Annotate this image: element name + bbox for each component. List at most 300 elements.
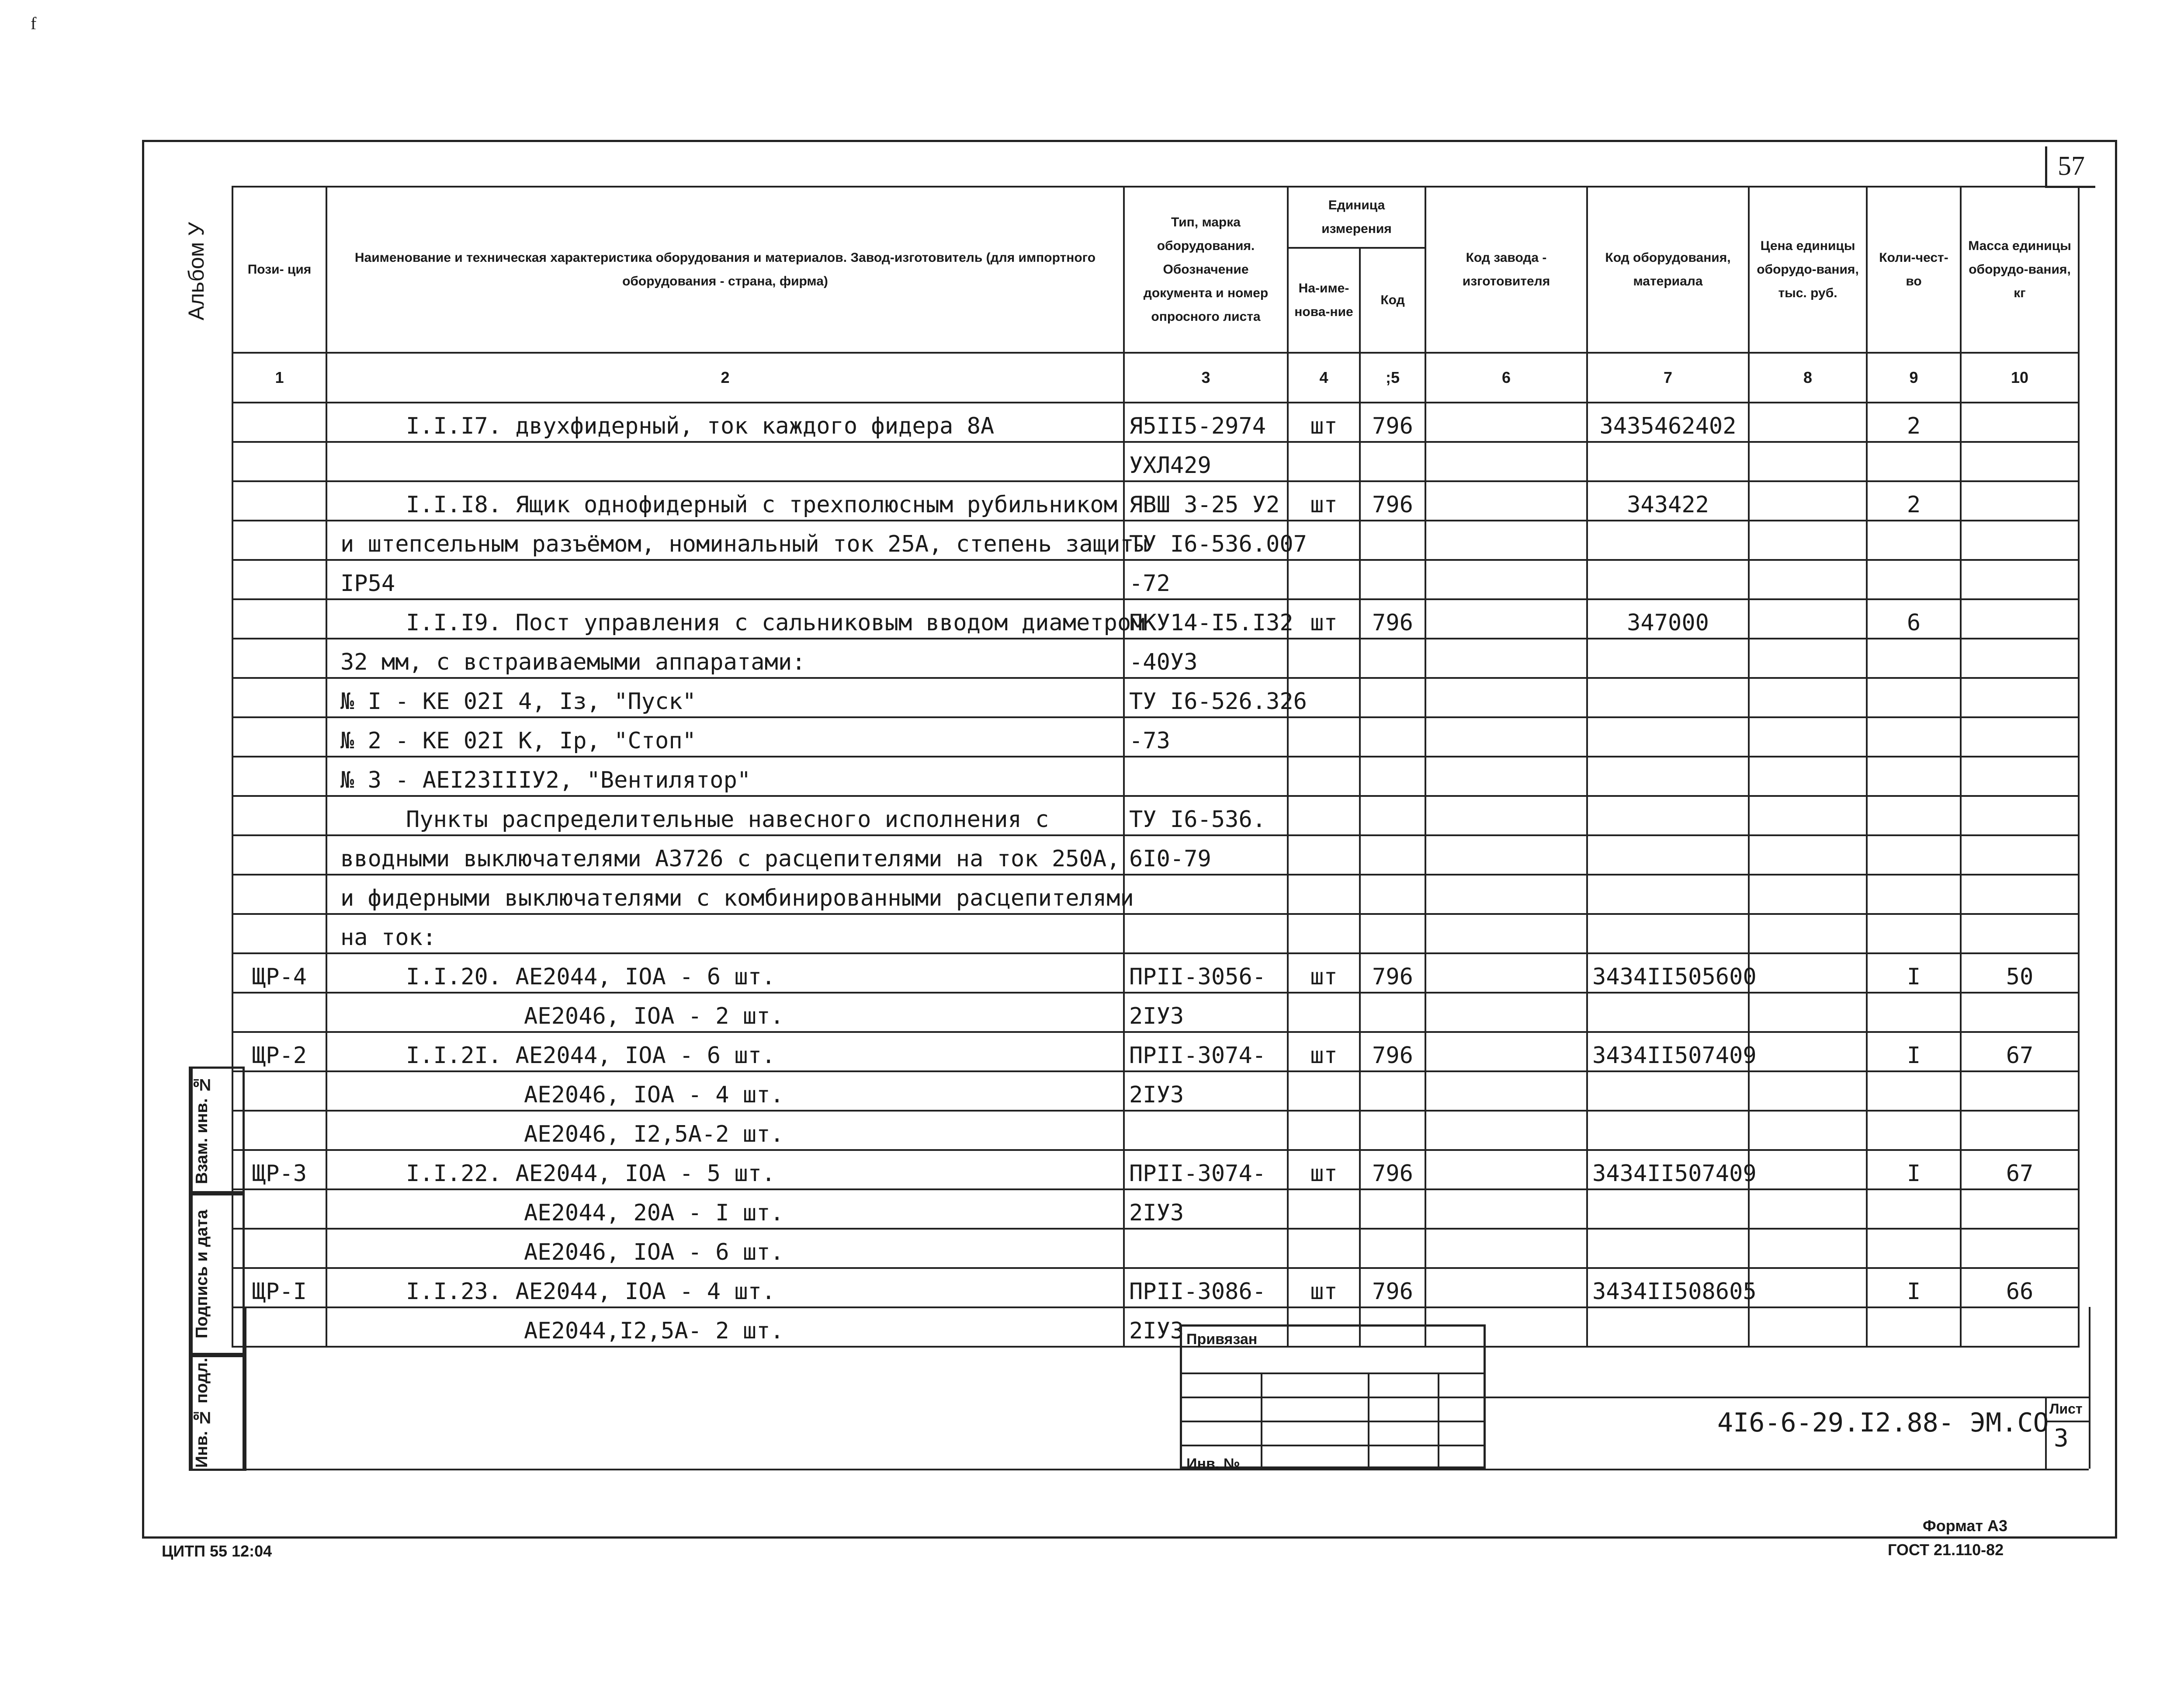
unit-code-cell xyxy=(1360,1189,1425,1229)
qty-cell xyxy=(1867,1071,1961,1111)
factory-code-cell xyxy=(1425,1032,1587,1071)
position-cell xyxy=(232,560,326,599)
factory-code-cell xyxy=(1425,639,1587,678)
header-equipment-code: Код оборудования, материала xyxy=(1587,187,1749,353)
position-cell xyxy=(232,796,326,835)
format-label: Формат А3 xyxy=(1923,1517,2008,1535)
price-cell xyxy=(1749,1268,1867,1307)
header-unit-name: На-име-нова-ние xyxy=(1288,248,1360,353)
equipment-code-cell: 3434II507409 xyxy=(1587,1032,1749,1071)
qty-cell xyxy=(1867,1229,1961,1268)
qty-cell: I xyxy=(1867,1150,1961,1189)
factory-code-cell xyxy=(1425,599,1587,639)
side-label-vzam: Взам. инв. № xyxy=(191,1069,217,1191)
mass-cell xyxy=(1961,717,2079,757)
qty-cell xyxy=(1867,639,1961,678)
factory-code-cell xyxy=(1425,796,1587,835)
table-row xyxy=(232,521,2079,560)
table-row xyxy=(232,1032,2079,1071)
name-cell: АЕ2046, I2,5А-2 шт. xyxy=(326,1111,1124,1150)
name-cell: АЕ2044,I2,5А- 2 шт. xyxy=(326,1307,1124,1347)
equipment-code-cell xyxy=(1587,521,1749,560)
position-cell xyxy=(232,1189,326,1229)
type-cell: ПКУ14-I5.I32 xyxy=(1124,599,1288,639)
price-cell xyxy=(1749,521,1867,560)
unit-name-cell xyxy=(1288,1189,1360,1229)
stamp-line xyxy=(1368,1372,1369,1469)
mass-cell xyxy=(1961,678,2079,717)
column-numbers-row xyxy=(232,353,2079,403)
col-number: 3 xyxy=(1124,353,1288,403)
unit-code-cell xyxy=(1360,796,1425,835)
mass-cell xyxy=(1961,914,2079,953)
position-cell xyxy=(232,914,326,953)
mass-cell: 66 xyxy=(1961,1268,2079,1307)
name-cell: № I - КЕ 02I 4, Iз, "Пуск" xyxy=(326,678,1124,717)
factory-code-cell xyxy=(1425,442,1587,481)
album-label: Альбом У xyxy=(184,222,208,320)
equipment-code-cell: 3435462402 xyxy=(1587,403,1749,442)
unit-name-cell xyxy=(1288,835,1360,875)
document-number: 4I6-6-29.I2.88- ЭМ.СО xyxy=(1717,1407,2049,1438)
position-cell xyxy=(232,442,326,481)
header-unit-group: Единица измерения xyxy=(1288,187,1425,248)
unit-code-cell xyxy=(1360,993,1425,1032)
factory-code-cell xyxy=(1425,757,1587,796)
table-row xyxy=(232,639,2079,678)
type-cell xyxy=(1124,1111,1288,1150)
name-cell: на ток: xyxy=(326,914,1124,953)
equipment-code-cell xyxy=(1587,914,1749,953)
price-cell xyxy=(1749,1189,1867,1229)
table-body xyxy=(232,403,2079,1347)
position-cell: ЩР-4 xyxy=(232,953,326,993)
price-cell xyxy=(1749,481,1867,521)
qty-cell: I xyxy=(1867,1032,1961,1071)
col-number: 8 xyxy=(1749,353,1867,403)
table-row xyxy=(232,560,2079,599)
qty-cell: I xyxy=(1867,1268,1961,1307)
table-row xyxy=(232,442,2079,481)
position-cell xyxy=(232,1111,326,1150)
name-cell: I.I.2I. АЕ2044, IОА - 6 шт. xyxy=(326,1032,1124,1071)
position-cell xyxy=(232,1229,326,1268)
unit-code-cell xyxy=(1360,521,1425,560)
table-row xyxy=(232,953,2079,993)
factory-code-cell xyxy=(1425,521,1587,560)
unit-name-cell xyxy=(1288,1229,1360,1268)
name-cell: вводными выключателями А3726 с расцепителями на ток 250А, xyxy=(326,835,1124,875)
equipment-code-cell xyxy=(1587,875,1749,914)
qty-cell xyxy=(1867,560,1961,599)
unit-name-cell: шт xyxy=(1288,403,1360,442)
mass-cell xyxy=(1961,993,2079,1032)
position-cell: ЩР-2 xyxy=(232,1032,326,1071)
type-cell: 2IУ3 xyxy=(1124,1071,1288,1111)
unit-code-cell: 796 xyxy=(1360,1032,1425,1071)
table-row xyxy=(232,678,2079,717)
type-cell: ТУ I6-536. xyxy=(1124,796,1288,835)
qty-cell: 2 xyxy=(1867,403,1961,442)
equipment-code-cell: 3434II505600 xyxy=(1587,953,1749,993)
position-cell xyxy=(232,481,326,521)
type-cell: -73 xyxy=(1124,717,1288,757)
name-cell: и фидерными выключателями с комбинированными расцепителями xyxy=(326,875,1124,914)
unit-name-cell: шт xyxy=(1288,481,1360,521)
stamp-line xyxy=(1438,1372,1439,1469)
price-cell xyxy=(1749,1032,1867,1071)
equipment-code-cell xyxy=(1587,1071,1749,1111)
unit-name-cell: шт xyxy=(1288,599,1360,639)
factory-code-cell xyxy=(1425,953,1587,993)
col-number: 10 xyxy=(1961,353,2079,403)
unit-code-cell: 796 xyxy=(1360,1150,1425,1189)
name-cell: № 2 - КЕ 02I К, Iр, "Стоп" xyxy=(326,717,1124,757)
name-cell: АЕ2046, IОА - 2 шт. xyxy=(326,993,1124,1032)
qty-cell xyxy=(1867,1307,1961,1347)
title-block-bottom-line xyxy=(245,1469,2089,1470)
position-cell xyxy=(232,993,326,1032)
unit-code-cell: 796 xyxy=(1360,953,1425,993)
unit-code-cell: 796 xyxy=(1360,599,1425,639)
type-cell: ТУ I6-526.326 xyxy=(1124,678,1288,717)
price-cell xyxy=(1749,1229,1867,1268)
type-cell: 2IУ3 xyxy=(1124,1307,1288,1347)
mass-cell xyxy=(1961,639,2079,678)
table-row xyxy=(232,403,2079,442)
unit-code-cell xyxy=(1360,1229,1425,1268)
mass-cell xyxy=(1961,1229,2079,1268)
table-row xyxy=(232,1229,2079,1268)
equipment-code-cell: 347000 xyxy=(1587,599,1749,639)
header-name: Наименование и техническая характеристика оборудования и материалов. Завод-изготовитель (для импортного оборудования - страна, фирма) xyxy=(326,187,1124,353)
name-cell: I.I.23. АЕ2044, IОА - 4 шт. xyxy=(326,1268,1124,1307)
unit-name-cell: шт xyxy=(1288,1032,1360,1071)
table-row xyxy=(232,757,2079,796)
unit-name-cell xyxy=(1288,875,1360,914)
type-cell: Я5II5-2974 xyxy=(1124,403,1288,442)
factory-code-cell xyxy=(1425,1229,1587,1268)
name-cell: I.I.I9. Пост управления с сальниковым вводом диаметром xyxy=(326,599,1124,639)
mass-cell xyxy=(1961,521,2079,560)
mass-cell xyxy=(1961,1189,2079,1229)
equipment-code-cell xyxy=(1587,796,1749,835)
equipment-code-cell xyxy=(1587,678,1749,717)
equipment-code-cell xyxy=(1587,757,1749,796)
factory-code-cell xyxy=(1425,717,1587,757)
binding-stamp xyxy=(1180,1324,1486,1472)
name-cell: I.I.20. АЕ2044, IОА - 6 шт. xyxy=(326,953,1124,993)
stamp-inv: Инв. № xyxy=(1186,1456,1240,1472)
position-cell xyxy=(232,599,326,639)
equipment-code-cell xyxy=(1587,1111,1749,1150)
type-cell: 6I0-79 xyxy=(1124,835,1288,875)
qty-cell xyxy=(1867,993,1961,1032)
qty-cell: 2 xyxy=(1867,481,1961,521)
equipment-code-cell xyxy=(1587,717,1749,757)
col-number: ;5 xyxy=(1360,353,1425,403)
position-cell xyxy=(232,875,326,914)
stamp-line xyxy=(1261,1372,1262,1469)
type-cell: ТУ I6-536.007 xyxy=(1124,521,1288,560)
factory-code-cell xyxy=(1425,993,1587,1032)
mass-cell xyxy=(1961,757,2079,796)
equipment-code-cell xyxy=(1587,1189,1749,1229)
unit-name-cell xyxy=(1288,993,1360,1032)
mass-cell xyxy=(1961,835,2079,875)
mass-cell xyxy=(1961,1111,2079,1150)
price-cell xyxy=(1749,1111,1867,1150)
table-row xyxy=(232,993,2079,1032)
side-label-inv: Инв. № подл. xyxy=(191,1357,217,1469)
table-row xyxy=(232,717,2079,757)
position-cell xyxy=(232,521,326,560)
factory-code-cell xyxy=(1425,560,1587,599)
type-cell xyxy=(1124,914,1288,953)
factory-code-cell xyxy=(1425,835,1587,875)
qty-cell xyxy=(1867,1111,1961,1150)
unit-name-cell xyxy=(1288,560,1360,599)
price-cell xyxy=(1749,875,1867,914)
name-cell: I.I.I8. Ящик однофидерный с трехполюсным рубильником xyxy=(326,481,1124,521)
mass-cell xyxy=(1961,403,2079,442)
mass-cell xyxy=(1961,442,2079,481)
qty-cell xyxy=(1867,757,1961,796)
table-row xyxy=(232,1189,2079,1229)
name-cell: 32 мм, с встраиваемыми аппаратами: xyxy=(326,639,1124,678)
mass-cell xyxy=(1961,875,2079,914)
factory-code-cell xyxy=(1425,1071,1587,1111)
name-cell: АЕ2046, IОА - 4 шт. xyxy=(326,1071,1124,1111)
factory-code-cell xyxy=(1425,403,1587,442)
equipment-code-cell xyxy=(1587,560,1749,599)
factory-code-cell xyxy=(1425,1268,1587,1307)
name-cell xyxy=(326,442,1124,481)
position-cell xyxy=(232,403,326,442)
unit-name-cell xyxy=(1288,914,1360,953)
table-row xyxy=(232,481,2079,521)
unit-code-cell xyxy=(1360,442,1425,481)
type-cell: 2IУ3 xyxy=(1124,993,1288,1032)
qty-cell xyxy=(1867,1189,1961,1229)
mass-cell: 67 xyxy=(1961,1150,2079,1189)
gost-label: ГОСТ 21.110-82 xyxy=(1888,1541,2004,1559)
mass-cell xyxy=(1961,796,2079,835)
name-cell: № 3 - АЕI23IIIУ2, "Вентилятор" xyxy=(326,757,1124,796)
type-cell: 2IУ3 xyxy=(1124,1189,1288,1229)
price-cell xyxy=(1749,403,1867,442)
price-cell xyxy=(1749,678,1867,717)
type-cell xyxy=(1124,1229,1288,1268)
qty-cell: I xyxy=(1867,953,1961,993)
type-cell: -72 xyxy=(1124,560,1288,599)
factory-code-cell xyxy=(1425,914,1587,953)
col-number: 7 xyxy=(1587,353,1749,403)
unit-code-cell: 796 xyxy=(1360,481,1425,521)
name-cell: Пункты распределительные навесного исполнения с xyxy=(326,796,1124,835)
unit-code-cell xyxy=(1360,914,1425,953)
position-cell: ЩР-I xyxy=(232,1268,326,1307)
position-cell xyxy=(232,1071,326,1111)
equipment-code-cell xyxy=(1587,835,1749,875)
stamp-title: Привязан xyxy=(1186,1331,1258,1348)
qty-cell xyxy=(1867,875,1961,914)
name-cell: АЕ2044, 20А - I шт. xyxy=(326,1189,1124,1229)
price-cell xyxy=(1749,717,1867,757)
table-header xyxy=(232,187,2079,403)
qty-cell: 6 xyxy=(1867,599,1961,639)
type-cell: -40У3 xyxy=(1124,639,1288,678)
list-number: 3 xyxy=(2054,1424,2069,1452)
type-cell xyxy=(1124,875,1288,914)
header-qty: Коли-чест-во xyxy=(1867,187,1961,353)
price-cell xyxy=(1749,560,1867,599)
price-cell xyxy=(1749,442,1867,481)
price-cell xyxy=(1749,796,1867,835)
unit-name-cell xyxy=(1288,639,1360,678)
header-pos: Пози- ция xyxy=(232,187,326,353)
unit-code-cell xyxy=(1360,560,1425,599)
header-unit-code: Код xyxy=(1360,248,1425,353)
qty-cell xyxy=(1867,521,1961,560)
position-cell xyxy=(232,757,326,796)
equipment-code-cell xyxy=(1587,1307,1749,1347)
mass-cell xyxy=(1961,481,2079,521)
table-row xyxy=(232,1150,2079,1189)
unit-code-cell xyxy=(1360,1071,1425,1111)
equipment-code-cell xyxy=(1587,1229,1749,1268)
unit-code-cell xyxy=(1360,835,1425,875)
equipment-code-cell xyxy=(1587,993,1749,1032)
header-type: Тип, марка оборудования. Обозначение документа и номер опросного листа xyxy=(1124,187,1288,353)
price-cell xyxy=(1749,639,1867,678)
unit-code-cell xyxy=(1360,639,1425,678)
table-row xyxy=(232,1111,2079,1150)
price-cell xyxy=(1749,1150,1867,1189)
table-row xyxy=(232,914,2079,953)
mass-cell xyxy=(1961,599,2079,639)
unit-name-cell: шт xyxy=(1288,1150,1360,1189)
price-cell xyxy=(1749,599,1867,639)
title-block-line xyxy=(1486,1397,2089,1398)
unit-code-cell xyxy=(1360,875,1425,914)
price-cell xyxy=(1749,953,1867,993)
table-row xyxy=(232,1268,2079,1307)
table-row xyxy=(232,835,2079,875)
type-cell: ПРII-3074- xyxy=(1124,1032,1288,1071)
unit-name-cell xyxy=(1288,1111,1360,1150)
equipment-code-cell: 3434II507409 xyxy=(1587,1150,1749,1189)
unit-code-cell xyxy=(1360,1111,1425,1150)
side-label-podpis: Подпись и дата xyxy=(191,1195,217,1353)
table-row xyxy=(232,599,2079,639)
type-cell: ПРII-3086- xyxy=(1124,1268,1288,1307)
qty-cell xyxy=(1867,835,1961,875)
unit-code-cell xyxy=(1360,757,1425,796)
type-cell: ПРII-3074- xyxy=(1124,1150,1288,1189)
table-row xyxy=(232,1071,2079,1111)
factory-code-cell xyxy=(1425,875,1587,914)
qty-cell xyxy=(1867,717,1961,757)
title-block-left-line xyxy=(245,1307,246,1471)
name-cell: I.I.I7. двухфидерный, ток каждого фидера 8А xyxy=(326,403,1124,442)
col-number: 2 xyxy=(326,353,1124,403)
position-cell xyxy=(232,1307,326,1347)
unit-name-cell xyxy=(1288,796,1360,835)
factory-code-cell xyxy=(1425,1150,1587,1189)
unit-name-cell xyxy=(1288,1071,1360,1111)
header-price: Цена единицы оборудо-вания, тыс. руб. xyxy=(1749,187,1867,353)
sheet-number: 57 xyxy=(2045,146,2095,188)
factory-code-cell xyxy=(1425,678,1587,717)
table-row xyxy=(232,875,2079,914)
name-cell: I.I.22. АЕ2044, IОА - 5 шт. xyxy=(326,1150,1124,1189)
table-row xyxy=(232,1307,2079,1347)
col-number: 1 xyxy=(232,353,326,403)
unit-name-cell: шт xyxy=(1288,953,1360,993)
position-cell: ЩР-3 xyxy=(232,1150,326,1189)
mass-cell xyxy=(1961,1307,2079,1347)
col-number: 6 xyxy=(1425,353,1587,403)
mass-cell xyxy=(1961,1071,2079,1111)
position-cell xyxy=(232,639,326,678)
specification-table xyxy=(232,186,2080,1348)
price-cell xyxy=(1749,1307,1867,1347)
type-cell: УХЛ429 xyxy=(1124,442,1288,481)
price-cell xyxy=(1749,757,1867,796)
title-block-right-line xyxy=(2089,1307,2090,1469)
name-cell: и штепсельным разъёмом, номинальный ток 25А, степень защиты xyxy=(326,521,1124,560)
corner-mark: f xyxy=(31,14,37,33)
mass-cell: 50 xyxy=(1961,953,2079,993)
type-cell: ПРII-3056- xyxy=(1124,953,1288,993)
factory-code-cell xyxy=(1425,481,1587,521)
unit-code-cell xyxy=(1360,717,1425,757)
equipment-code-cell: 343422 xyxy=(1587,481,1749,521)
equipment-code-cell xyxy=(1587,442,1749,481)
header-mass: Масса единицы оборудо-вания, кг xyxy=(1961,187,2079,353)
type-cell xyxy=(1124,757,1288,796)
qty-cell xyxy=(1867,796,1961,835)
unit-name-cell xyxy=(1288,442,1360,481)
position-cell xyxy=(232,717,326,757)
position-cell xyxy=(232,835,326,875)
mass-cell xyxy=(1961,560,2079,599)
citp-label: ЦИТП 55 12:04 xyxy=(162,1542,272,1560)
side-strip-inv xyxy=(189,1355,245,1471)
list-label: Лист xyxy=(2049,1401,2083,1417)
price-cell xyxy=(1749,1071,1867,1111)
unit-name-cell xyxy=(1288,717,1360,757)
equipment-code-cell xyxy=(1587,639,1749,678)
col-number: 4 xyxy=(1288,353,1360,403)
price-cell xyxy=(1749,835,1867,875)
side-strip-podpis xyxy=(189,1193,245,1355)
position-cell xyxy=(232,678,326,717)
list-box-line xyxy=(2045,1421,2089,1422)
unit-code-cell xyxy=(1360,678,1425,717)
name-cell: IP54 xyxy=(326,560,1124,599)
table-row xyxy=(232,796,2079,835)
factory-code-cell xyxy=(1425,1111,1587,1150)
col-number: 9 xyxy=(1867,353,1961,403)
unit-code-cell: 796 xyxy=(1360,403,1425,442)
price-cell xyxy=(1749,993,1867,1032)
header-factory-code: Код завода - изготовителя xyxy=(1425,187,1587,353)
side-strip-vzam xyxy=(189,1067,245,1193)
name-cell: АЕ2046, IОА - 6 шт. xyxy=(326,1229,1124,1268)
qty-cell xyxy=(1867,678,1961,717)
